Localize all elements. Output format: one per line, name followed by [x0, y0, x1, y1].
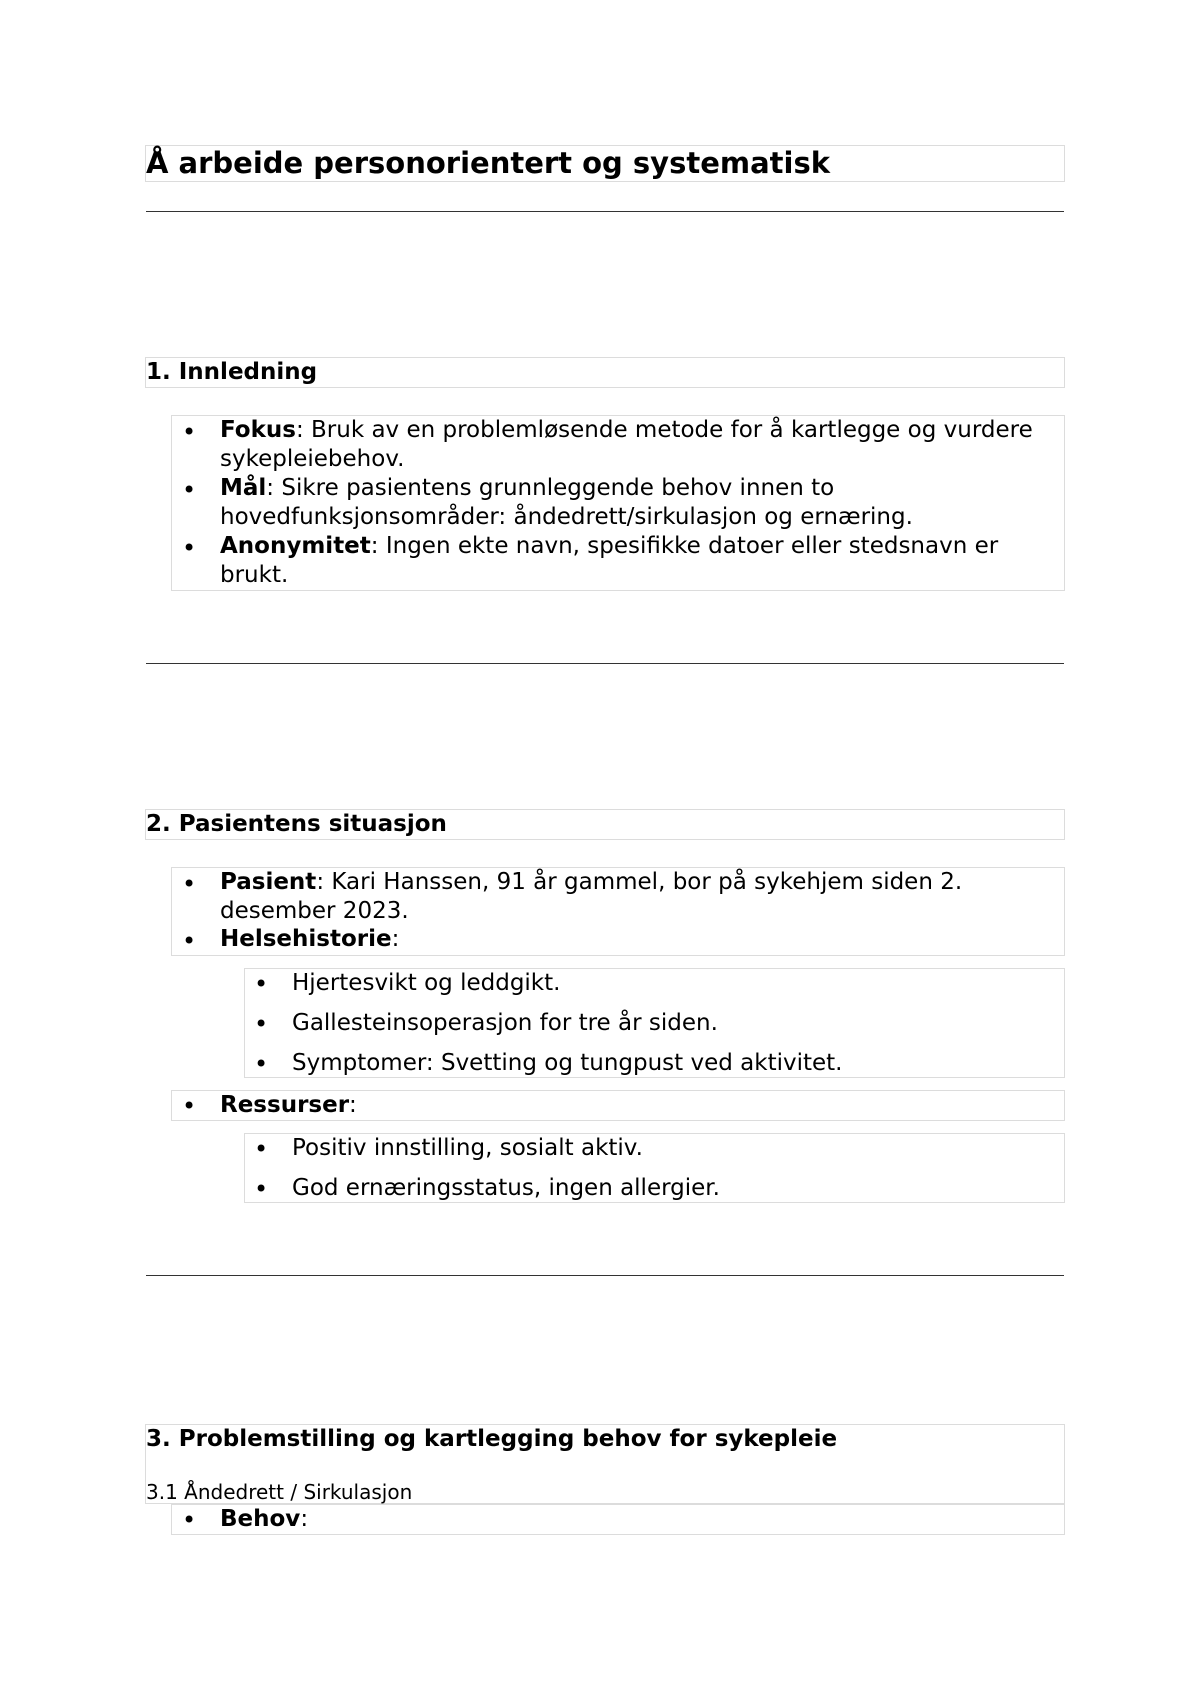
- bullet: •: [254, 970, 269, 998]
- list-item-pasient: Pasient: Kari Hanssen, 91 år gammel, bor på sykehjem siden 2. desember 2023.: [220, 869, 963, 924]
- list-item-helsehistorie: Helsehistorie:: [220, 926, 400, 952]
- bullet: •: [182, 476, 197, 504]
- bullet: •: [182, 870, 197, 898]
- section-2-heading: 2. Pasientens situasjon: [146, 811, 447, 837]
- divider: [146, 211, 1064, 212]
- list-item: Hjertesvikt og leddgikt.: [292, 970, 561, 996]
- list-item-behov: Behov:: [220, 1506, 309, 1532]
- bullet: •: [182, 927, 197, 955]
- list-item-mal: Mål: Sikre pasientens grunnleggende behov innen to hovedfunksjonsområder: åndedrett/sirkulasjon og ernæring.: [220, 475, 913, 530]
- section-3-heading: 3. Problemstilling og kartlegging behov for sykepleie: [146, 1426, 838, 1452]
- list-item-fokus: Fokus: Bruk av en problemløsende metode for å kartlegge og vurdere sykepleiebehov.: [220, 417, 1033, 472]
- bullet: •: [254, 1135, 269, 1163]
- divider: [146, 1275, 1064, 1276]
- divider: [146, 663, 1064, 664]
- list-item-ressurser: Ressurser:: [220, 1092, 357, 1118]
- bullet: •: [182, 418, 197, 446]
- page-title: Å arbeide personorientert og systematisk: [146, 146, 831, 180]
- bullet: •: [182, 534, 197, 562]
- bullet: •: [254, 1175, 269, 1203]
- section-1-heading: 1. Innledning: [146, 359, 318, 385]
- section-3-1-subheading: 3.1 Åndedrett / Sirkulasjon: [146, 1480, 413, 1504]
- list-item: Positiv innstilling, sosialt aktiv.: [292, 1135, 643, 1161]
- bullet: •: [254, 1010, 269, 1038]
- list-item: God ernæringsstatus, ingen allergier.: [292, 1175, 720, 1201]
- bullet: •: [182, 1092, 197, 1120]
- list-item: Symptomer: Svetting og tungpust ved aktivitet.: [292, 1050, 843, 1076]
- bullet: •: [254, 1050, 269, 1078]
- list-item: Gallesteinsoperasjon for tre år siden.: [292, 1010, 718, 1036]
- bullet: •: [182, 1506, 197, 1534]
- list-item-anonymitet: Anonymitet: Ingen ekte navn, spesifikke datoer eller stedsnavn er brukt.: [220, 533, 999, 588]
